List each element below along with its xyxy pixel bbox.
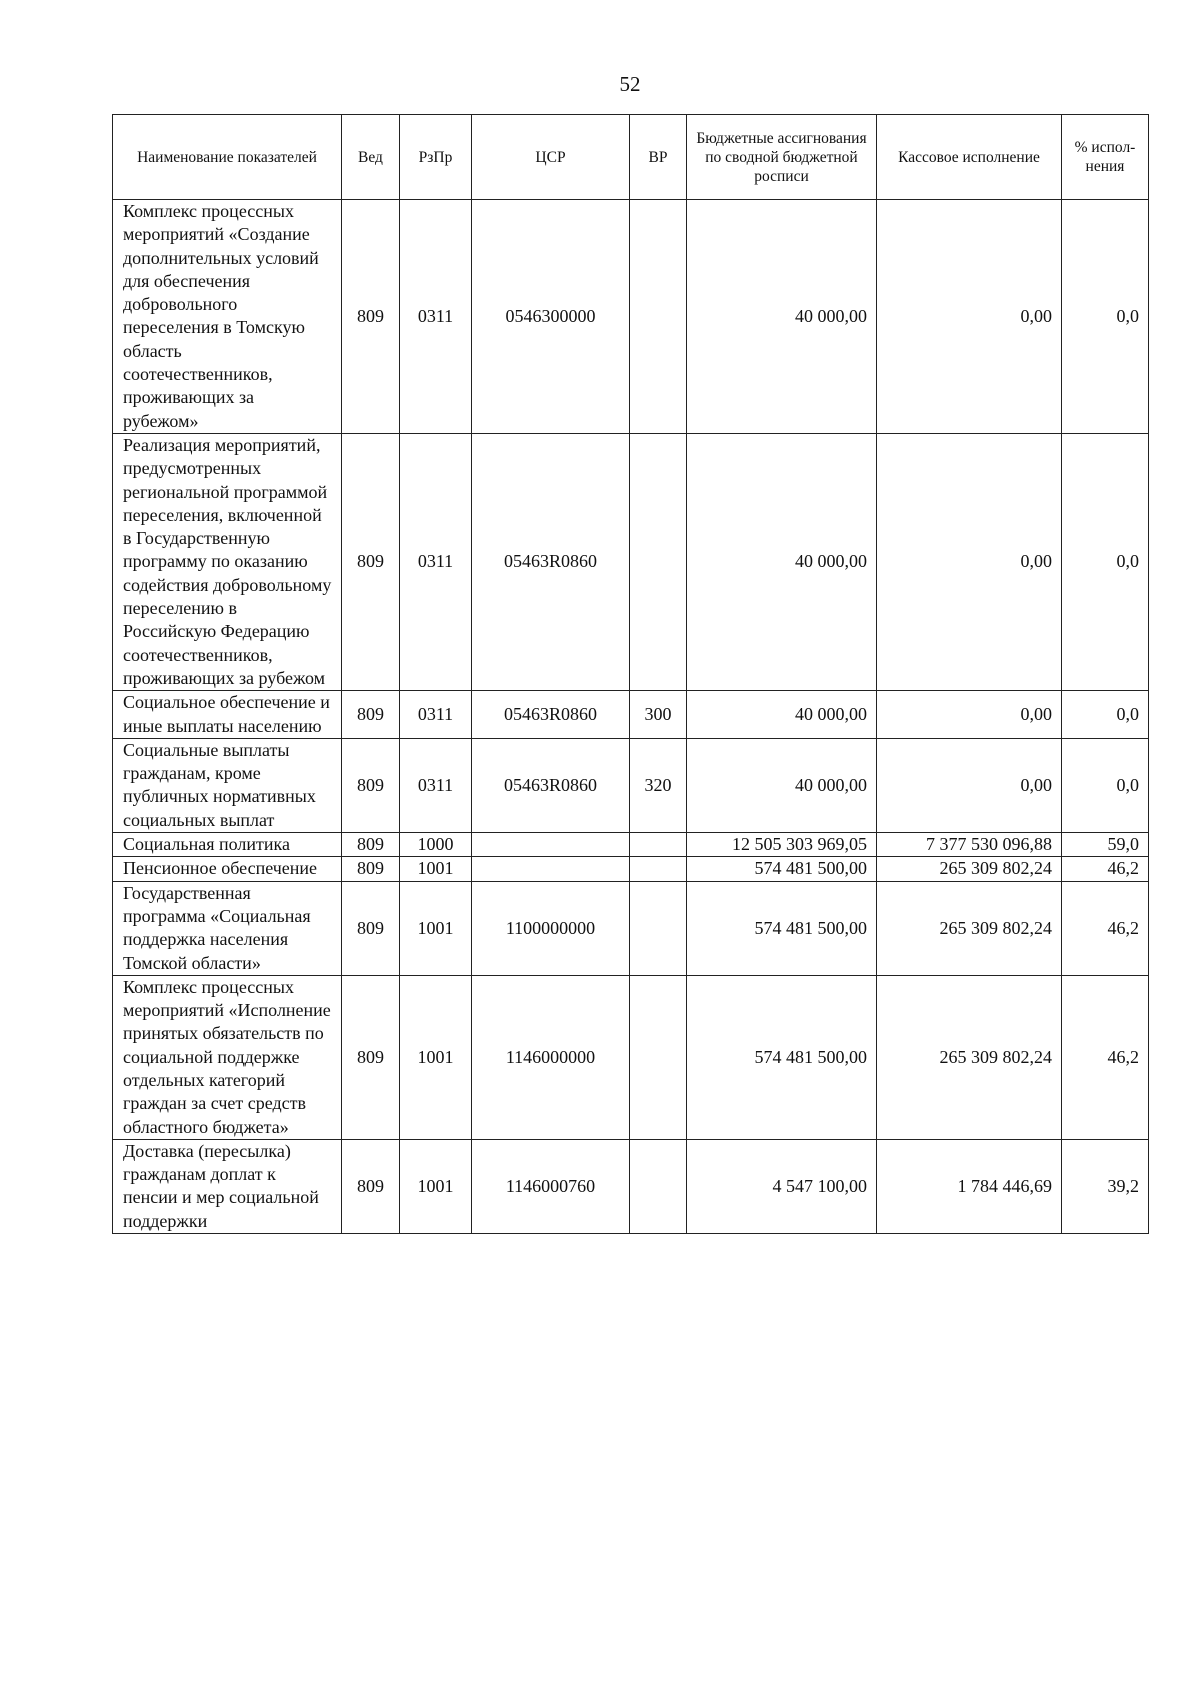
row-vr (630, 857, 687, 881)
table-header-row (113, 115, 1149, 200)
table-row (113, 857, 1149, 881)
row-vr (630, 1139, 687, 1233)
table-row (113, 833, 1149, 857)
row-csr (472, 833, 630, 857)
row-cash: 7 377 530 096,88 (877, 833, 1062, 857)
row-ved: 809 (342, 881, 400, 975)
row-rzpr: 1001 (400, 1139, 472, 1233)
table-row (113, 881, 1149, 975)
row-csr: 05463R0860 (472, 691, 630, 739)
row-csr: 05463R0860 (472, 738, 630, 832)
row-name: Государственная программа «Социальная поддержка населения Томской области» (113, 881, 342, 975)
row-budget: 574 481 500,00 (687, 975, 877, 1139)
row-budget: 12 505 303 969,05 (687, 833, 877, 857)
row-name: Социальное обеспечение и иные выплаты населению (113, 691, 342, 739)
row-ved: 809 (342, 738, 400, 832)
row-ved: 809 (342, 433, 400, 690)
table-row (113, 975, 1149, 1139)
row-percent: 46,2 (1062, 857, 1149, 881)
row-rzpr: 0311 (400, 433, 472, 690)
table-row (113, 738, 1149, 832)
header-percent: % испол-нения (1062, 115, 1149, 200)
row-percent: 0,0 (1062, 738, 1149, 832)
row-percent: 0,0 (1062, 691, 1149, 739)
table-row (113, 691, 1149, 739)
header-rzpr: РзПр (400, 115, 472, 200)
row-csr: 1146000760 (472, 1139, 630, 1233)
row-rzpr: 1001 (400, 857, 472, 881)
row-csr: 1146000000 (472, 975, 630, 1139)
row-percent: 39,2 (1062, 1139, 1149, 1233)
row-cash: 0,00 (877, 738, 1062, 832)
row-name: Социальная политика (113, 833, 342, 857)
table-row (113, 200, 1149, 434)
header-budget: Бюджетные ассигнования по сводной бюджетной росписи (687, 115, 877, 200)
row-rzpr: 0311 (400, 200, 472, 434)
row-percent: 0,0 (1062, 200, 1149, 434)
row-rzpr: 0311 (400, 738, 472, 832)
row-rzpr: 1001 (400, 881, 472, 975)
row-name: Социальные выплаты гражданам, кроме публичных нормативных социальных выплат (113, 738, 342, 832)
row-rzpr: 1000 (400, 833, 472, 857)
row-budget: 574 481 500,00 (687, 857, 877, 881)
row-budget: 574 481 500,00 (687, 881, 877, 975)
table-row (113, 1139, 1149, 1233)
header-name: Наименование показателей (113, 115, 342, 200)
row-budget: 40 000,00 (687, 738, 877, 832)
row-csr: 0546300000 (472, 200, 630, 434)
row-vr: 300 (630, 691, 687, 739)
row-vr (630, 881, 687, 975)
row-percent: 46,2 (1062, 975, 1149, 1139)
row-ved: 809 (342, 975, 400, 1139)
page-number: 52 (619, 72, 641, 96)
row-rzpr: 0311 (400, 691, 472, 739)
row-vr (630, 433, 687, 690)
row-vr (630, 975, 687, 1139)
header-cash: Кассовое исполнение (877, 115, 1062, 200)
row-csr (472, 857, 630, 881)
row-rzpr: 1001 (400, 975, 472, 1139)
row-budget: 40 000,00 (687, 433, 877, 690)
row-cash: 0,00 (877, 433, 1062, 690)
table-row (113, 433, 1149, 690)
row-name: Комплекс процессных мероприятий «Создание дополнительных условий для обеспечения добровольного переселения в Томскую область соотечественников, проживающих за рубежом» (113, 200, 342, 434)
header-csr: ЦСР (472, 115, 630, 200)
row-cash: 0,00 (877, 691, 1062, 739)
row-vr (630, 833, 687, 857)
row-name: Комплекс процессных мероприятий «Исполнение принятых обязательств по социальной поддержке отдельных категорий граждан за счет средств областного бюджета» (113, 975, 342, 1139)
row-percent: 46,2 (1062, 881, 1149, 975)
row-cash: 265 309 802,24 (877, 881, 1062, 975)
row-cash: 265 309 802,24 (877, 857, 1062, 881)
row-csr: 05463R0860 (472, 433, 630, 690)
row-name: Пенсионное обеспечение (113, 857, 342, 881)
row-csr: 1100000000 (472, 881, 630, 975)
header-vr: ВР (630, 115, 687, 200)
row-ved: 809 (342, 857, 400, 881)
row-vr: 320 (630, 738, 687, 832)
row-name: Реализация мероприятий, предусмотренных региональной программой переселения, включенной в Государственную программу по оказанию содействия добровольному переселению в Российскую Федерацию соотечественников, проживающих за рубежом (113, 433, 342, 690)
row-budget: 4 547 100,00 (687, 1139, 877, 1233)
row-name: Доставка (пересылка) гражданам доплат к пенсии и мер социальной поддержки (113, 1139, 342, 1233)
row-percent: 59,0 (1062, 833, 1149, 857)
row-ved: 809 (342, 833, 400, 857)
row-ved: 809 (342, 691, 400, 739)
row-cash: 265 309 802,24 (877, 975, 1062, 1139)
row-ved: 809 (342, 200, 400, 434)
row-cash: 0,00 (877, 200, 1062, 434)
budget-execution-table (112, 114, 1149, 1234)
row-budget: 40 000,00 (687, 691, 877, 739)
row-vr (630, 200, 687, 434)
row-budget: 40 000,00 (687, 200, 877, 434)
row-ved: 809 (342, 1139, 400, 1233)
row-percent: 0,0 (1062, 433, 1149, 690)
header-ved: Вед (342, 115, 400, 200)
row-cash: 1 784 446,69 (877, 1139, 1062, 1233)
